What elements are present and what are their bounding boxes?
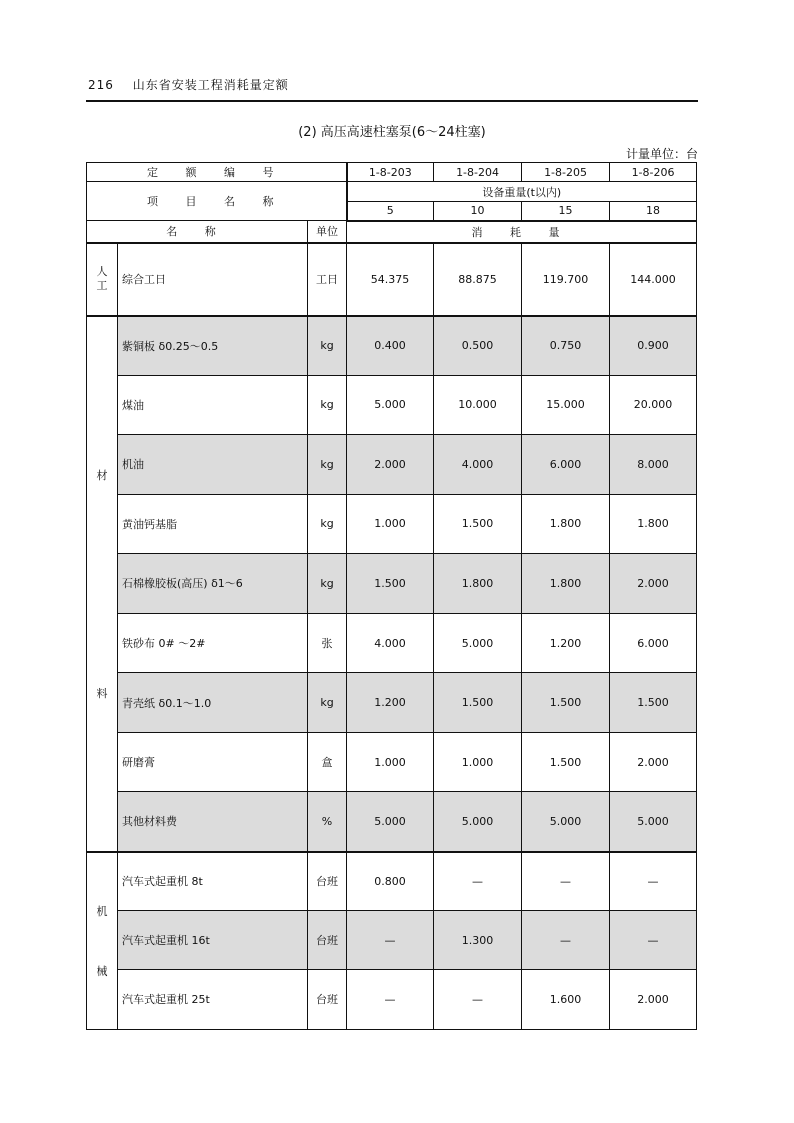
weight-value: 10 bbox=[434, 202, 522, 221]
table-row bbox=[87, 970, 697, 1029]
item-name-label: 项 目 名 称 bbox=[87, 182, 347, 221]
header-rule bbox=[86, 100, 698, 102]
row-name: 汽车式起重机 16t bbox=[118, 911, 308, 970]
row-name: 石棉橡胶板(高压) δ1～6 bbox=[118, 554, 308, 614]
row-value: 1.500 bbox=[610, 673, 697, 733]
row-value: 8.000 bbox=[610, 435, 697, 495]
row-name: 煤油 bbox=[118, 375, 308, 435]
row-value: 1.800 bbox=[610, 494, 697, 554]
row-value: 1.500 bbox=[522, 673, 610, 733]
row-value: 5.000 bbox=[434, 792, 522, 852]
table-row bbox=[87, 554, 697, 614]
row-value: 0.900 bbox=[610, 316, 697, 376]
category-material bbox=[87, 316, 118, 852]
table-row bbox=[87, 316, 697, 376]
row-value: 88.875 bbox=[434, 243, 522, 316]
row-value: — bbox=[522, 852, 610, 911]
category-machine-top: 机 bbox=[96, 904, 108, 918]
table-row bbox=[87, 613, 697, 673]
table-row bbox=[87, 375, 697, 435]
row-value: 1.800 bbox=[522, 554, 610, 614]
name-column-label: 名 称 bbox=[87, 221, 308, 243]
row-value: 6.000 bbox=[610, 613, 697, 673]
row-value: 1.300 bbox=[434, 911, 522, 970]
row-value: 144.000 bbox=[610, 243, 697, 316]
row-unit: 台班 bbox=[308, 970, 347, 1029]
row-name: 紫铜板 δ0.25～0.5 bbox=[118, 316, 308, 376]
table-row bbox=[87, 435, 697, 495]
row-value: 1.800 bbox=[434, 554, 522, 614]
row-name: 青壳纸 δ0.1～1.0 bbox=[118, 673, 308, 733]
row-value: — bbox=[434, 970, 522, 1029]
unit-label: 计量单位：台 bbox=[625, 147, 698, 161]
row-value: 20.000 bbox=[610, 375, 697, 435]
row-unit: kg bbox=[308, 673, 347, 733]
row-value: 1.800 bbox=[522, 494, 610, 554]
row-unit: kg bbox=[308, 375, 347, 435]
category-material-bottom: 料 bbox=[96, 686, 108, 700]
row-value: 1.000 bbox=[347, 494, 434, 554]
table-row bbox=[87, 732, 697, 792]
row-name: 汽车式起重机 25t bbox=[118, 970, 308, 1029]
row-value: 54.375 bbox=[347, 243, 434, 316]
row-value: 1.500 bbox=[347, 554, 434, 614]
row-value: 0.500 bbox=[434, 316, 522, 376]
quota-code: 1-8-205 bbox=[522, 163, 610, 182]
row-value: 4.000 bbox=[434, 435, 522, 495]
header-row-weight-label bbox=[87, 182, 697, 202]
row-value: 1.200 bbox=[522, 613, 610, 673]
consumption-label: 消 耗 量 bbox=[347, 221, 697, 243]
row-value: 6.000 bbox=[522, 435, 610, 495]
row-value: 10.000 bbox=[434, 375, 522, 435]
weight-value: 18 bbox=[610, 202, 697, 221]
row-value: 2.000 bbox=[610, 554, 697, 614]
row-name: 黄油钙基脂 bbox=[118, 494, 308, 554]
row-value: 1.600 bbox=[522, 970, 610, 1029]
row-unit: 盒 bbox=[308, 732, 347, 792]
equipment-weight-label: 设备重量(t以内) bbox=[347, 182, 697, 202]
row-value: — bbox=[434, 852, 522, 911]
row-value: 2.000 bbox=[347, 435, 434, 495]
quota-no-label: 定 额 编 号 bbox=[87, 163, 347, 182]
row-value: 5.000 bbox=[522, 792, 610, 852]
table-row bbox=[87, 911, 697, 970]
header-row-columns bbox=[87, 221, 697, 243]
row-unit: 工日 bbox=[308, 243, 347, 316]
quota-code: 1-8-204 bbox=[434, 163, 522, 182]
row-unit: kg bbox=[308, 554, 347, 614]
row-name: 汽车式起重机 8t bbox=[118, 852, 308, 911]
row-unit: 台班 bbox=[308, 852, 347, 911]
row-value: 5.000 bbox=[434, 613, 522, 673]
row-value: 1.500 bbox=[522, 732, 610, 792]
category-machine bbox=[87, 852, 118, 1030]
weight-value: 15 bbox=[522, 202, 610, 221]
row-value: 1.200 bbox=[347, 673, 434, 733]
row-value: 5.000 bbox=[610, 792, 697, 852]
row-unit: kg bbox=[308, 494, 347, 554]
row-value: — bbox=[347, 970, 434, 1029]
table-row bbox=[87, 792, 697, 852]
row-value: 2.000 bbox=[610, 970, 697, 1029]
row-value: 5.000 bbox=[347, 792, 434, 852]
row-value: — bbox=[347, 911, 434, 970]
table-row bbox=[87, 673, 697, 733]
category-machine-bottom: 械 bbox=[96, 964, 108, 978]
table-row bbox=[87, 243, 697, 316]
row-name: 机油 bbox=[118, 435, 308, 495]
category-material-top: 材 bbox=[96, 468, 108, 482]
running-header bbox=[88, 76, 289, 93]
row-name: 其他材料费 bbox=[118, 792, 308, 852]
row-value: — bbox=[610, 911, 697, 970]
row-unit: kg bbox=[308, 435, 347, 495]
row-value: 0.750 bbox=[522, 316, 610, 376]
table-row bbox=[87, 852, 697, 911]
row-value: 1.500 bbox=[434, 494, 522, 554]
row-unit: 张 bbox=[308, 613, 347, 673]
section-title: (2) 高压高速柱塞泵(6～24柱塞) bbox=[298, 125, 486, 140]
row-unit: 台班 bbox=[308, 911, 347, 970]
row-value: 4.000 bbox=[347, 613, 434, 673]
category-labor: 人工 bbox=[87, 243, 118, 316]
row-value: 119.700 bbox=[522, 243, 610, 316]
weight-value: 5 bbox=[347, 202, 434, 221]
row-value: 1.000 bbox=[347, 732, 434, 792]
book-title: 山东省安装工程消耗量定额 bbox=[132, 78, 289, 92]
quota-table bbox=[86, 162, 697, 1030]
quota-code: 1-8-203 bbox=[347, 163, 434, 182]
header-row-codes bbox=[87, 163, 697, 182]
row-unit: % bbox=[308, 792, 347, 852]
row-value: — bbox=[610, 852, 697, 911]
row-name: 综合工日 bbox=[118, 243, 308, 316]
row-value: 0.400 bbox=[347, 316, 434, 376]
row-value: 5.000 bbox=[347, 375, 434, 435]
table-row bbox=[87, 494, 697, 554]
row-name: 铁砂布 0# ～2# bbox=[118, 613, 308, 673]
row-value: — bbox=[522, 911, 610, 970]
quota-code: 1-8-206 bbox=[610, 163, 697, 182]
page-number: 216 bbox=[88, 78, 114, 92]
row-value: 15.000 bbox=[522, 375, 610, 435]
row-value: 1.000 bbox=[434, 732, 522, 792]
row-unit: kg bbox=[308, 316, 347, 376]
row-name: 研磨膏 bbox=[118, 732, 308, 792]
row-value: 1.500 bbox=[434, 673, 522, 733]
row-value: 0.800 bbox=[347, 852, 434, 911]
row-value: 2.000 bbox=[610, 732, 697, 792]
unit-column-label: 单位 bbox=[308, 221, 347, 243]
